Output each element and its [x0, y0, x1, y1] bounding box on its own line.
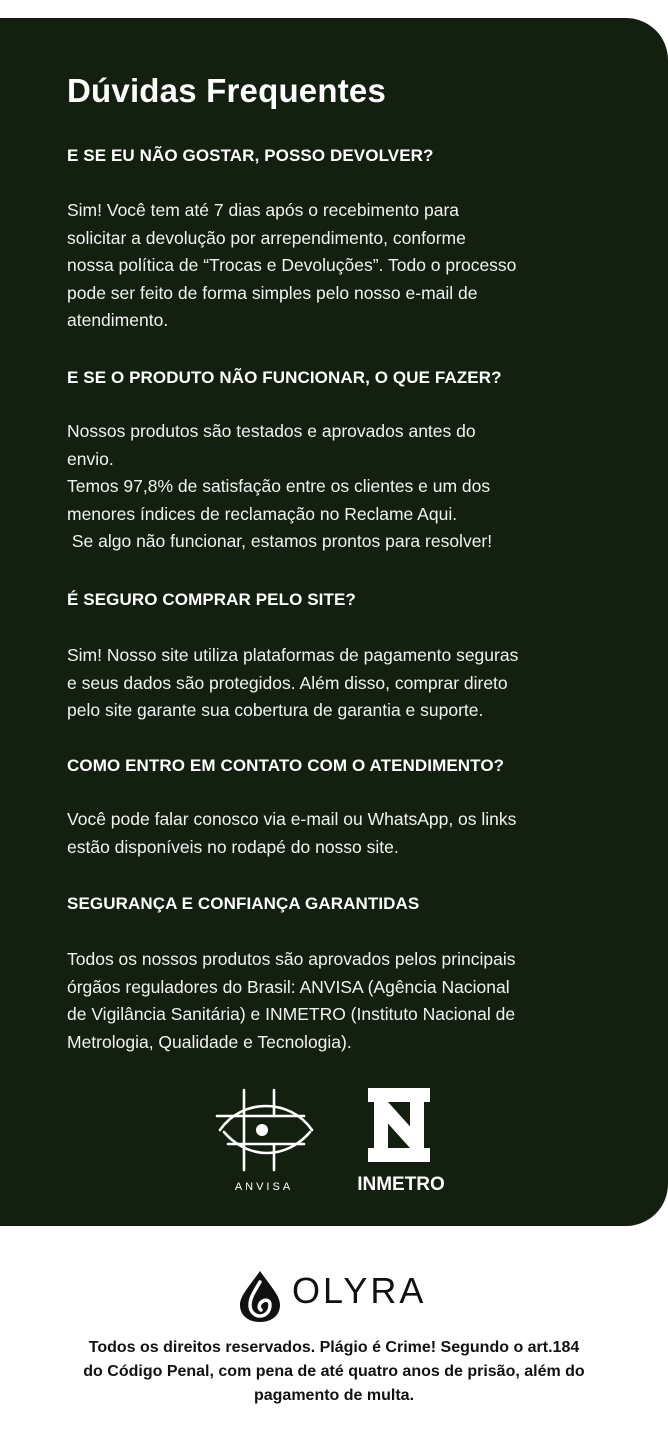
legal-notice: Todos os direitos reservados. Plágio é Crime! Segundo o art.184 do Código Penal, com pena de até quatro anos de prisão, além do pagamento de multa.: [83, 1339, 585, 1404]
faq-card: [0, 18, 668, 1226]
faq-answer-1: Sim! Você tem até 7 dias após o recebimento para solicitar a devolução por arrependimento, conforme nossa política de “Trocas e Devoluções”. Todo o processo pode ser feito de forma simples pelo nosso e-mail de atendimento.: [67, 200, 517, 330]
faq-question-5: SEGURANÇA E CONFIANÇA GARANTIDAS: [67, 894, 420, 913]
inmetro-logo: [340, 1086, 470, 1196]
faq-answer-3: Sim! Nosso site utiliza plataformas de pagamento seguras e seus dados são protegidos. Além disso, comprar direto pelo site garante sua cobertura de garantia e suporte.: [67, 645, 519, 720]
anvisa-logo: [212, 1086, 322, 1196]
olyra-logo: [234, 1268, 444, 1324]
faq-question-2: E SE O PRODUTO NÃO FUNCIONAR, O QUE FAZER?: [67, 368, 502, 387]
faq-title: Dúvidas Frequentes: [67, 72, 387, 109]
faq-answer-4: Você pode falar conosco via e-mail ou WhatsApp, os links estão disponíveis no rodapé do nosso site.: [67, 809, 517, 857]
drop-leaf-icon: [234, 1268, 286, 1324]
anvisa-label: ANVISA: [234, 1181, 294, 1193]
faq-question-4: COMO ENTRO EM CONTATO COM O ATENDIMENTO?: [67, 756, 505, 775]
faq-answer-2: Nossos produtos são testados e aprovados antes do envio. Temos 97,8% de satisfação entre os clientes e um dos menores índices de reclamação no Reclame Aqui. Se algo não funcionar, estamos prontos para resolver!: [67, 421, 493, 551]
faq-question-1: E SE EU NÃO GOSTAR, POSSO DEVOLVER?: [67, 146, 434, 165]
faq-question-3: É SEGURO COMPRAR PELO SITE?: [67, 590, 356, 609]
faq-answer-5: Todos os nossos produtos são aprovados pelos principais órgãos reguladores do Brasil: ANVISA (Agência Nacional de Vigilância Sanitária) e INMETRO (Instituto Nacional de Metrologia, Qualidade e Tecnologia).: [67, 949, 516, 1052]
brand-name: OLYRA: [292, 1270, 427, 1311]
certification-logos: [0, 1086, 668, 1196]
inmetro-label: INMETRO: [357, 1174, 445, 1195]
